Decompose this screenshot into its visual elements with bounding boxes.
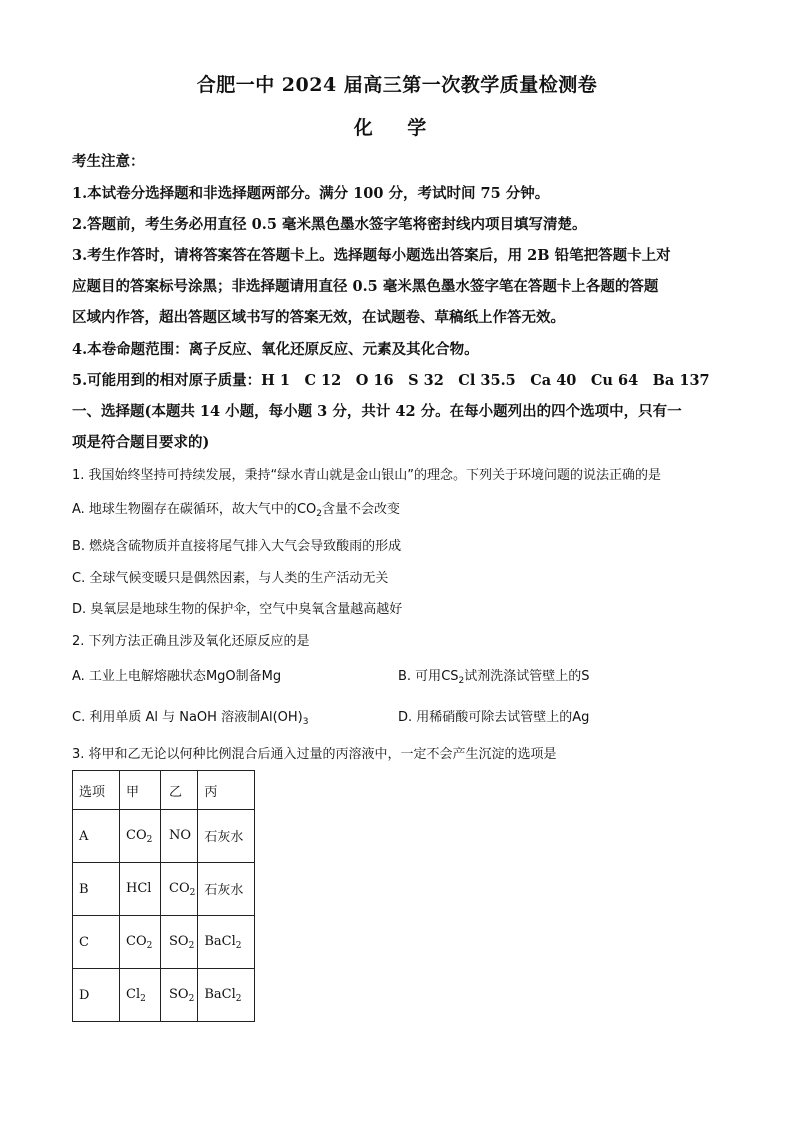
- cell-yi: $CO_2$: [161, 863, 198, 916]
- section-heading-line-1: 一、选择题(本题共 14 小题，每小题 3 分，共计 42 分。在每小题列出的四个选项中，只有一: [72, 403, 682, 420]
- q2-option-b: B. 可用$CS_2$试剂洗涤试管壁上的S: [398, 669, 590, 686]
- cell-option: D: [73, 969, 120, 1022]
- cell-bing: BaCl$_2$: [198, 969, 255, 1022]
- q3-table: [72, 770, 255, 1022]
- cell-bing: 石灰水: [198, 810, 255, 863]
- exam-title: 合肥一中 2024 届高三第一次教学质量检测卷: [196, 74, 598, 96]
- cell-jia: $CO_2$: [120, 916, 161, 969]
- q1-option-b: B. 燃烧含硫物质并直接将尾气排入大气会导致酸雨的形成: [72, 539, 402, 554]
- table-row: [73, 916, 255, 969]
- note-3-line-2: 应题目的答案标号涂黑；非选择题请用直径 0.5 毫米黑色墨水签字笔在答题卡上各题的答题: [72, 278, 659, 295]
- note-4: 4.本卷命题范围：离子反应、氧化还原反应、元素及其化合物。: [72, 341, 479, 358]
- cell-yi: NO: [161, 810, 198, 863]
- note-5: 5.可能用到的相对原子质量：H 1 C 12 O 16 S 32 Cl 35.5 Ca 40 Cu 64 Ba 137: [72, 372, 710, 389]
- note-2: 2.答题前，考生务必用直径 0.5 毫米黑色墨水签字笔将密封线内项目填写清楚。: [72, 216, 587, 233]
- q3-stem: 3. 将甲和乙无论以何种比例混合后通入过量的丙溶液中，一定不会产生沉淀的选项是: [72, 747, 557, 762]
- header-jia: 甲: [120, 771, 161, 810]
- header-yi: 乙: [161, 771, 198, 810]
- section-heading-line-2: 项是符合题目要求的): [72, 434, 210, 451]
- note-3-line-3: 区域内作答，超出答题区域书写的答案无效，在试题卷、草稿纸上作答无效。: [72, 309, 565, 326]
- q2-stem: 2. 下列方法正确且涉及氧化还原反应的是: [72, 634, 310, 649]
- header-bing: 丙: [198, 771, 255, 810]
- cell-option: B: [73, 863, 120, 916]
- cell-bing: BaCl$_2$: [198, 916, 255, 969]
- table-row: [73, 810, 255, 863]
- note-1: 1.本试卷分选择题和非选择题两部分。满分 100 分，考试时间 75 分钟。: [72, 185, 550, 202]
- q1-stem: 1. 我国始终坚持可持续发展，秉持“绿水青山就是金山银山”的理念。下列关于环境问题的说法正确的是: [72, 468, 662, 483]
- table-row: [73, 969, 255, 1022]
- cell-jia: $Cl_2$: [120, 969, 161, 1022]
- q1-option-c: C. 全球气候变暖只是偶然因素，与人类的生产活动无关: [72, 571, 389, 586]
- table-row: [73, 863, 255, 916]
- q2-option-a: A. 工业上电解熔融状态MgO制备Mg: [72, 669, 282, 684]
- subject-title: 化 学: [353, 117, 441, 139]
- cell-bing: 石灰水: [198, 863, 255, 916]
- cell-option: C: [73, 916, 120, 969]
- cell-option: A: [73, 810, 120, 863]
- table-header-row: [73, 771, 255, 810]
- q1-option-d: D. 臭氧层是地球生物的保护伞，空气中臭氧含量越高越好: [72, 602, 403, 617]
- cell-jia: HCl: [120, 863, 161, 916]
- note-3-line-1: 3.考生作答时，请将答案答在答题卡上。选择题每小题选出答案后，用 2B 铅笔把答题卡上对: [72, 247, 671, 264]
- q1-option-a: A. 地球生物圈存在碳循环，故大气中的$CO_2$含量不会改变: [72, 502, 400, 519]
- cell-yi: $SO_2$: [161, 969, 198, 1022]
- q2-option-c: C. 利用单质 Al 与 NaOH 溶液制$Al(OH)_3$: [72, 710, 309, 727]
- notes-heading: 考生注意：: [72, 153, 145, 170]
- header-option: 选项: [73, 771, 120, 810]
- q2-option-d: D. 用稀硝酸可除去试管壁上的Ag: [398, 710, 590, 725]
- cell-jia: $CO_2$: [120, 810, 161, 863]
- cell-yi: $SO_2$: [161, 916, 198, 969]
